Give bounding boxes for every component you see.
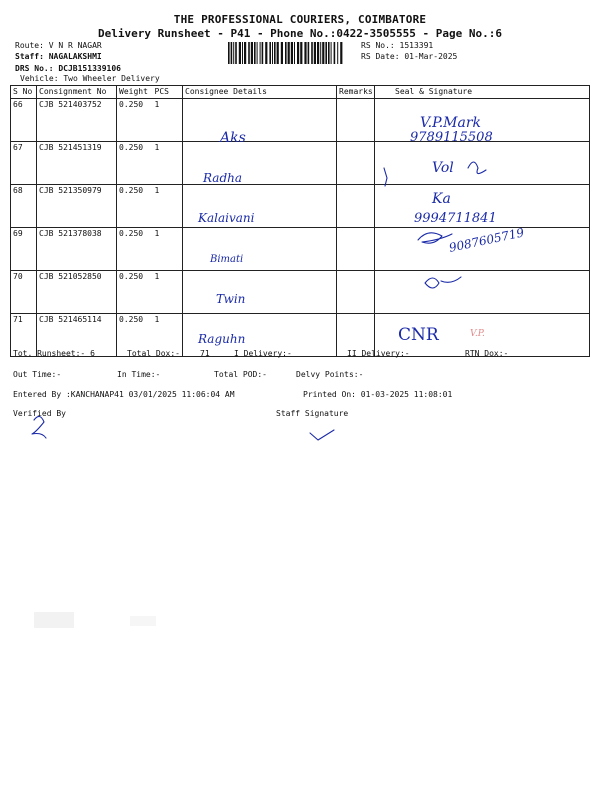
cell-remarks xyxy=(337,142,375,185)
column-header-consignee: Consignee Details xyxy=(183,86,337,99)
barcode-bar xyxy=(331,42,332,64)
cell-consignee xyxy=(183,99,337,142)
printed-on: Printed On: 01-03-2025 11:08:01 xyxy=(303,390,453,399)
barcode-bar xyxy=(297,42,299,64)
barcode-bar xyxy=(233,42,234,64)
cell-pcs: 1 xyxy=(153,271,183,314)
barcode-bar xyxy=(334,42,336,64)
total-pod-label: Total POD:- xyxy=(214,370,267,379)
barcode-bar xyxy=(294,42,295,64)
barcode-bar xyxy=(281,42,283,64)
barcode-bar xyxy=(269,42,271,64)
barcode-bar xyxy=(337,42,338,64)
handwritten-phone: 9994711841 xyxy=(414,211,497,226)
barcode-bar xyxy=(300,42,302,64)
cell-consignee xyxy=(183,228,337,271)
handwritten-signature: V.P.Mark xyxy=(420,115,482,131)
handwritten-name: Aks xyxy=(220,130,246,146)
barcode-bar xyxy=(251,42,253,64)
table-row xyxy=(11,142,590,185)
return-dox-label: RTN Dox:- xyxy=(465,349,509,358)
cell-consignee xyxy=(183,271,337,314)
barcode-bar xyxy=(317,42,319,64)
barcode-bar xyxy=(260,42,261,64)
cell-remarks xyxy=(337,185,375,228)
column-header-consignment: Consignment No xyxy=(37,86,117,99)
barcode-bar xyxy=(328,42,330,64)
cell-weight: 0.250 xyxy=(117,271,153,314)
cell-signature xyxy=(375,99,590,142)
table-row xyxy=(11,228,590,271)
total-dox-value: 71 xyxy=(200,349,210,358)
barcode-bar xyxy=(322,42,324,64)
second-delivery-label: II Delivery:- xyxy=(347,349,410,358)
cell-remarks xyxy=(337,99,375,142)
barcode-bar xyxy=(254,42,256,64)
barcode-bar xyxy=(277,42,279,64)
verified-by-label: Verified By xyxy=(13,409,66,418)
barcode-bar xyxy=(340,42,342,64)
table-row xyxy=(11,271,590,314)
cell-consignment: CJB 521451319 xyxy=(37,142,117,185)
total-runsheet: Tot. Runsheet:- 6 xyxy=(13,349,95,358)
cell-sno: 70 xyxy=(11,271,37,314)
barcode-bar xyxy=(262,42,264,64)
barcode-bar xyxy=(248,42,250,64)
verifier-signature-stroke xyxy=(32,416,46,438)
barcode-bar xyxy=(265,42,267,64)
staff-signature-stroke xyxy=(310,430,334,440)
out-time-label: Out Time:- xyxy=(13,370,62,379)
barcode-bar xyxy=(320,42,321,64)
barcode-bar xyxy=(308,42,310,64)
column-header-seal-signature: Seal & Signature xyxy=(375,86,590,99)
rs-number: RS No.: 1513391 xyxy=(361,41,434,50)
column-header-weight: Weight xyxy=(117,86,153,99)
scan-smudge xyxy=(130,616,156,626)
barcode-bar xyxy=(288,42,290,64)
handwritten-name: Bimati xyxy=(210,254,244,265)
cell-sno: 68 xyxy=(11,185,37,228)
cell-pcs: 1 xyxy=(153,314,183,357)
barcode-graphic xyxy=(228,42,346,64)
barcode-bar xyxy=(272,42,273,64)
cell-consignee xyxy=(183,185,337,228)
cell-sno: 71 xyxy=(11,314,37,357)
cell-weight: 0.250 xyxy=(117,228,153,271)
handwritten-phone: 9789115508 xyxy=(410,130,493,145)
cell-consignee xyxy=(183,142,337,185)
barcode-bar xyxy=(239,42,241,64)
runsheet-subtitle: Delivery Runsheet - P41 - Phone No.:0422-3505555 - Page No.:6 xyxy=(98,27,502,40)
first-delivery-label: I Delivery:- xyxy=(234,349,292,358)
barcode-bar xyxy=(314,42,316,64)
table-row xyxy=(11,185,590,228)
barcode-bar xyxy=(291,42,293,64)
entered-by: Entered By :KANCHANAP41 03/01/2025 11:06:04 AM xyxy=(13,390,235,399)
handwritten-name: Radha xyxy=(203,171,243,185)
barcode-bar xyxy=(228,42,230,64)
cell-signature xyxy=(375,185,590,228)
handwritten-signature: Vol xyxy=(432,160,454,176)
barcode-bar xyxy=(274,42,276,64)
barcode-bar xyxy=(311,42,313,64)
cell-weight: 0.250 xyxy=(117,142,153,185)
cell-remarks xyxy=(337,271,375,314)
cell-sno: 69 xyxy=(11,228,37,271)
cell-consignment: CJB 521465114 xyxy=(37,314,117,357)
cell-consignment: CJB 521052850 xyxy=(37,271,117,314)
drs-number: DRS No.: DCJB151339106 xyxy=(15,64,121,73)
handwritten-phone: 9087605719 xyxy=(447,225,526,255)
faint-stamp-mark: V.P. xyxy=(470,329,485,339)
cell-consignment: CJB 521403752 xyxy=(37,99,117,142)
cell-consignment: CJB 521378038 xyxy=(37,228,117,271)
barcode-bar xyxy=(304,42,306,64)
runsheet-table xyxy=(10,85,590,357)
cell-weight: 0.250 xyxy=(117,185,153,228)
staff-label: Staff: NAGALAKSHMI xyxy=(15,52,102,61)
handwritten-name: Kalaivani xyxy=(198,211,255,225)
table-header-row xyxy=(11,86,590,99)
staff-signature-label: Staff Signature xyxy=(276,409,349,418)
cell-pcs: 1 xyxy=(153,142,183,185)
barcode-bar xyxy=(257,42,258,64)
column-header-pcs: PCS xyxy=(153,86,183,99)
cell-signature xyxy=(375,271,590,314)
cell-remarks xyxy=(337,228,375,271)
handwritten-name: Raguhn xyxy=(198,332,246,346)
cell-signature xyxy=(375,142,590,185)
barcode-bar xyxy=(231,42,233,64)
cell-pcs: 1 xyxy=(153,228,183,271)
column-header-remarks: Remarks xyxy=(337,86,375,99)
cell-weight: 0.250 xyxy=(117,314,153,357)
cell-signature xyxy=(375,228,590,271)
route-label: Route: V N R NAGAR xyxy=(15,41,102,50)
cell-consignment: CJB 521350979 xyxy=(37,185,117,228)
barcode-bar xyxy=(244,42,246,64)
in-time-label: In Time:- xyxy=(117,370,161,379)
handwritten-signature: Ka xyxy=(432,191,451,207)
cell-pcs: 1 xyxy=(153,99,183,142)
cell-pcs: 1 xyxy=(153,185,183,228)
barcode-bar xyxy=(235,42,237,64)
table-row xyxy=(11,99,590,142)
scan-smudge xyxy=(34,612,74,628)
barcode-bar xyxy=(325,42,327,64)
vehicle-label: Vehicle: Two Wheeler Delivery xyxy=(20,74,160,83)
column-header-sno: S No xyxy=(11,86,37,99)
total-dox-label: Total Dox:- xyxy=(127,349,180,358)
cell-sno: 66 xyxy=(11,99,37,142)
cell-sno: 67 xyxy=(11,142,37,185)
barcode-bar xyxy=(242,42,243,64)
company-title: THE PROFESSIONAL COURIERS, COIMBATORE xyxy=(173,13,427,26)
delivery-points-label: Delvy Points:- xyxy=(296,370,364,379)
cell-weight: 0.250 xyxy=(117,99,153,142)
rs-date: RS Date: 01-Mar-2025 xyxy=(361,52,458,61)
barcode-bar xyxy=(285,42,287,64)
handwritten-name: Twin xyxy=(216,292,246,306)
handwritten-signature: CNR xyxy=(398,325,439,345)
